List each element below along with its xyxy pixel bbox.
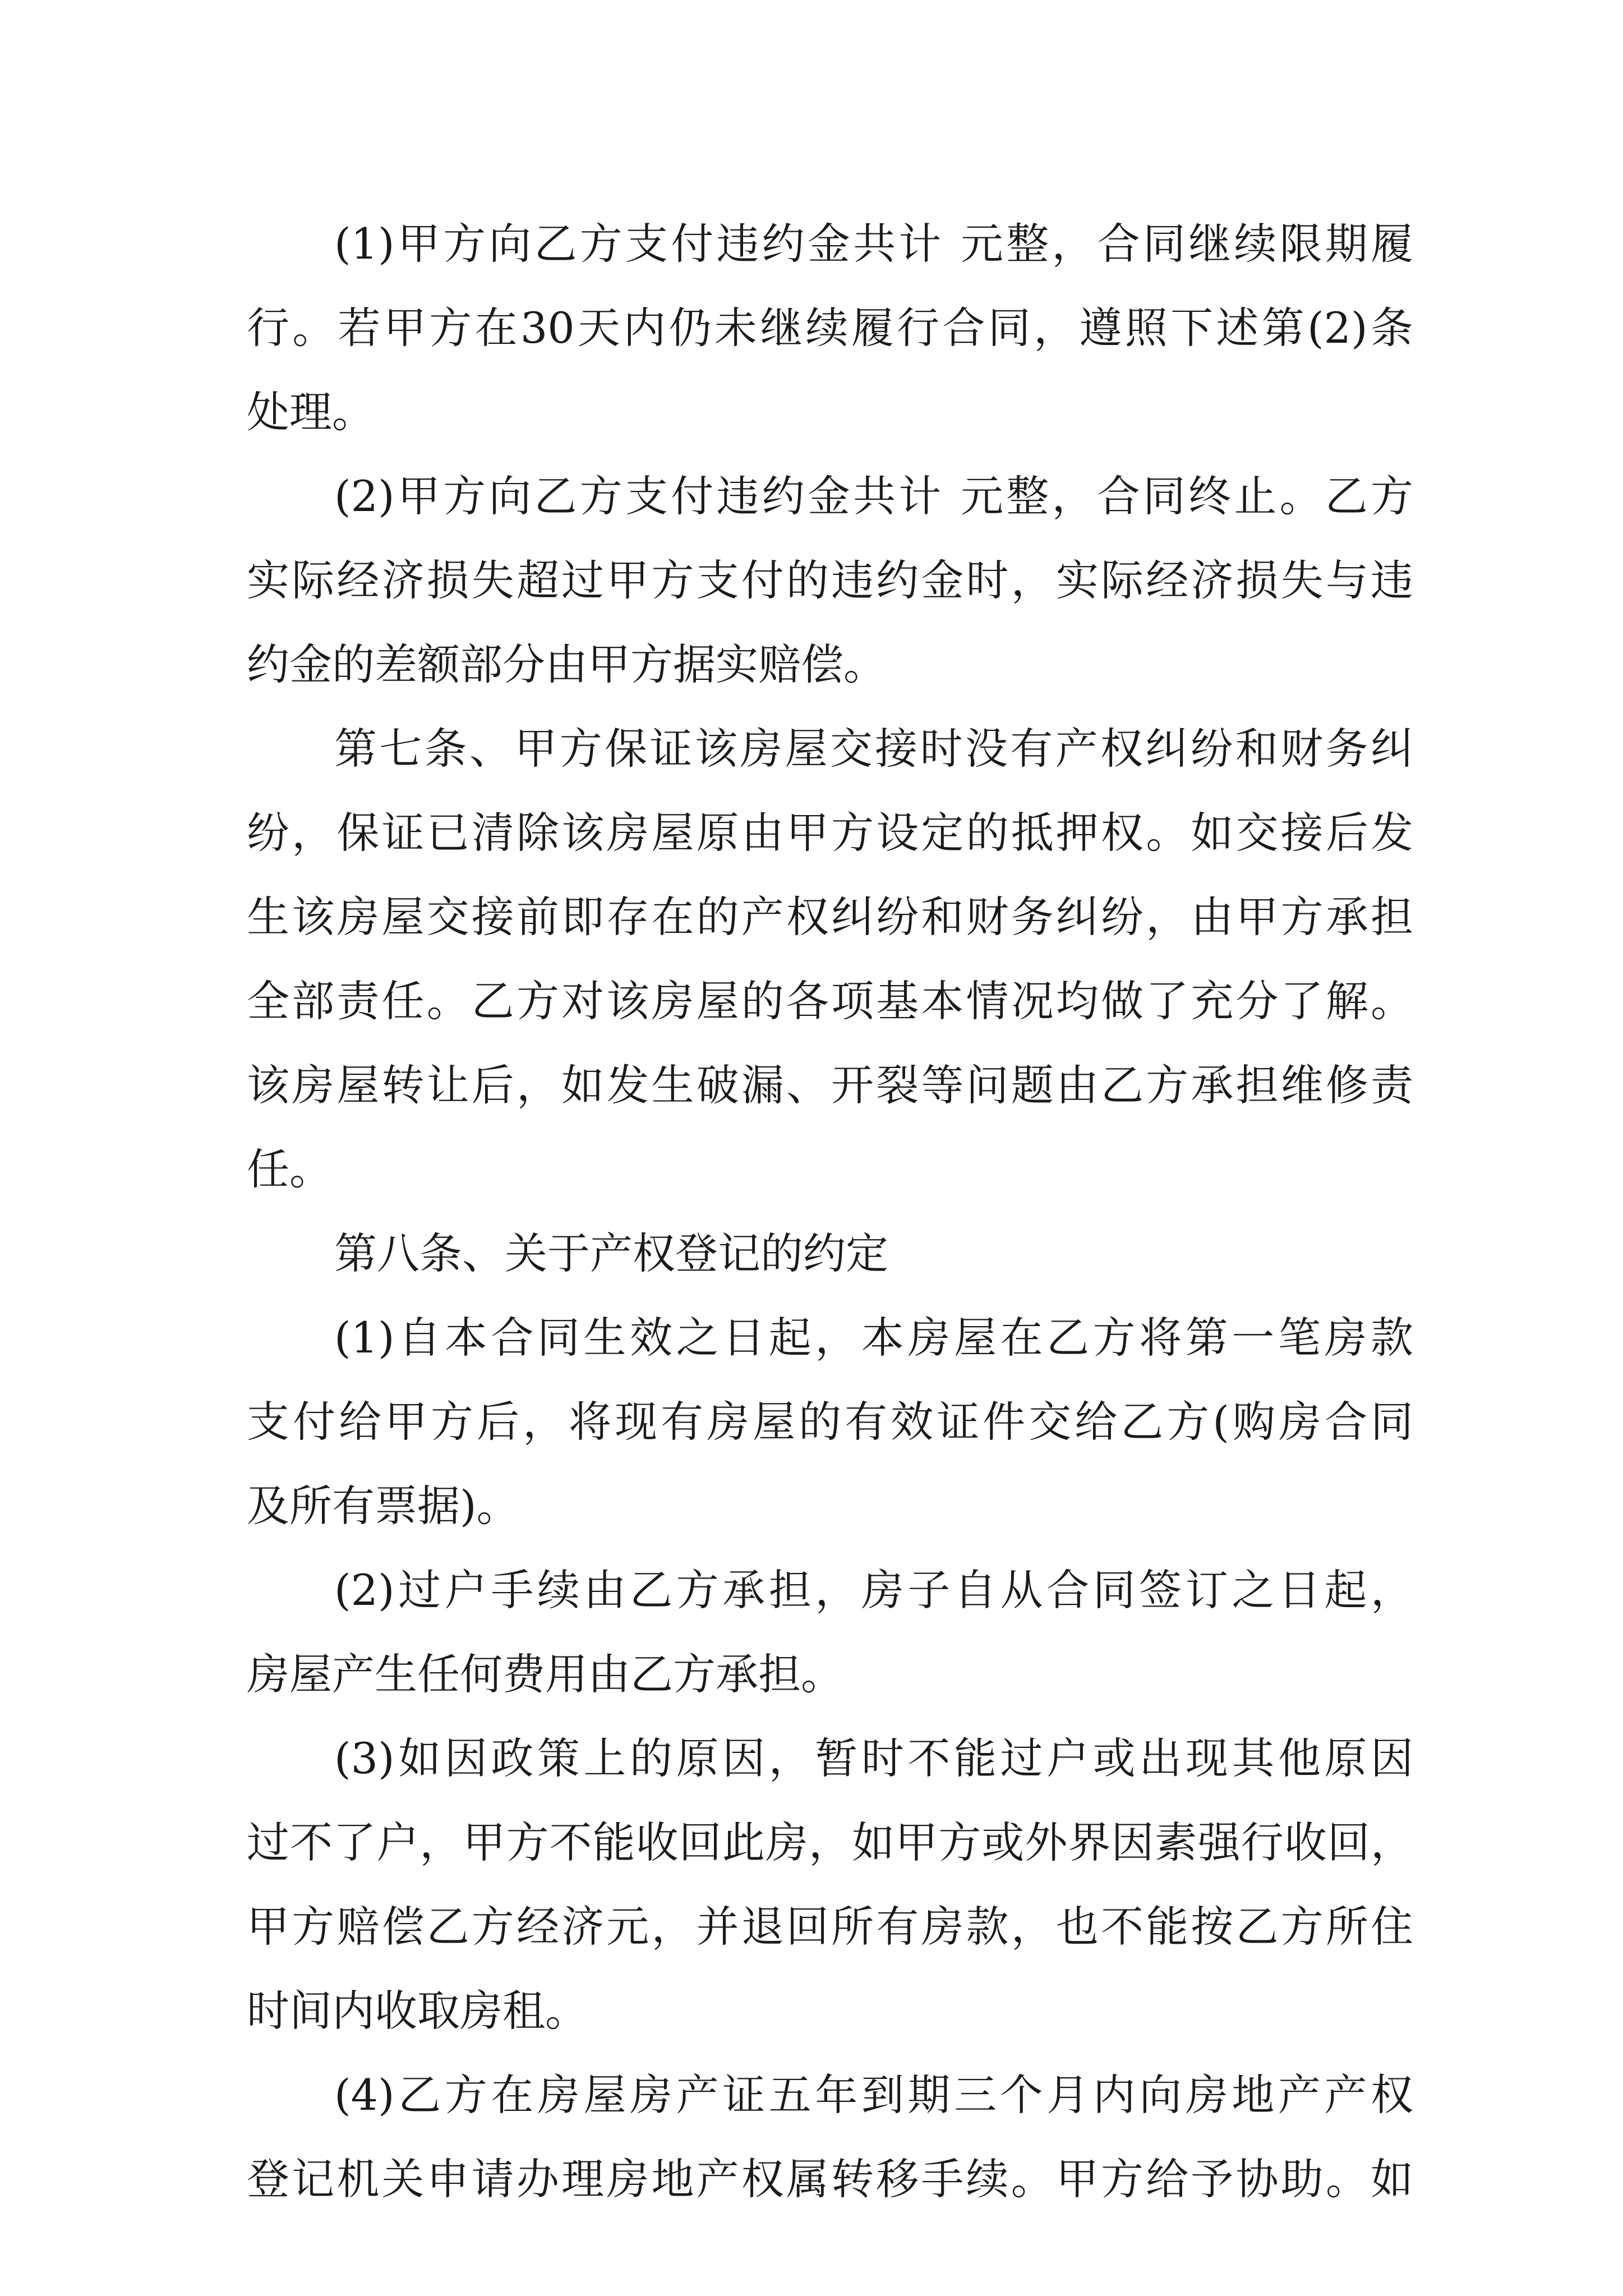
paragraph-line: 支付给甲方后，将现有房屋的有效证件交给乙方(购房合同 xyxy=(247,1397,1413,1447)
paragraph-line: 及所有票据)。 xyxy=(247,1481,519,1531)
paragraph-line: 该房屋转让后，如发生破漏、开裂等问题由乙方承担维修责 xyxy=(247,1060,1413,1110)
paragraph-line: 行。若甲方在30天内仍未继续履行合同，遵照下述第(2)条 xyxy=(247,303,1413,353)
paragraph-line: (2)甲方向乙方支付违约金共计 元整，合同终止。乙方 xyxy=(334,471,1413,521)
paragraph-line: 第七条、甲方保证该房屋交接时没有产权纠纷和财务纠 xyxy=(334,724,1413,774)
paragraph-line: 处理。 xyxy=(247,387,375,437)
paragraph-line: (3)如因政策上的原因，暂时不能过户或出现其他原因 xyxy=(334,1733,1413,1783)
paragraph-line: 纷，保证已清除该房屋原由甲方设定的抵押权。如交接后发 xyxy=(247,808,1413,858)
paragraph-line: (4)乙方在房屋房产证五年到期三个月内向房地产产权 xyxy=(334,2070,1413,2120)
paragraph-line: (2)过户手续由乙方承担，房子自从合同签订之日起， xyxy=(334,1565,1413,1615)
paragraph-line: 实际经济损失超过甲方支付的违约金时，实际经济损失与违 xyxy=(247,555,1413,605)
paragraph-line: 过不了户，甲方不能收回此房，如甲方或外界因素强行收回， xyxy=(247,1818,1413,1867)
paragraph-line: (1)自本合同生效之日起，本房屋在乙方将第一笔房款 xyxy=(334,1313,1413,1363)
paragraph-line: 时间内收取房租。 xyxy=(247,1986,588,2036)
paragraph-line: (1)甲方向乙方支付违约金共计 元整，合同继续限期履 xyxy=(334,219,1413,269)
paragraph-line: 约金的差额部分由甲方据实赔偿。 xyxy=(247,639,886,689)
paragraph-line: 全部责任。乙方对该房屋的各项基本情况均做了充分了解。 xyxy=(247,976,1413,1026)
section-heading: 第八条、关于产权登记的约定 xyxy=(334,1228,888,1278)
paragraph-line: 房屋产生任何费用由乙方承担。 xyxy=(247,1649,843,1699)
paragraph-line: 甲方赔偿乙方经济元，并退回所有房款，也不能按乙方所住 xyxy=(247,1902,1413,1952)
paragraph-line: 任。 xyxy=(247,1144,332,1194)
paragraph-line: 生该房屋交接前即存在的产权纠纷和财务纠纷，由甲方承担 xyxy=(247,892,1413,942)
paragraph-line: 登记机关申请办理房地产权属转移手续。甲方给予协助。如 xyxy=(247,2154,1413,2204)
